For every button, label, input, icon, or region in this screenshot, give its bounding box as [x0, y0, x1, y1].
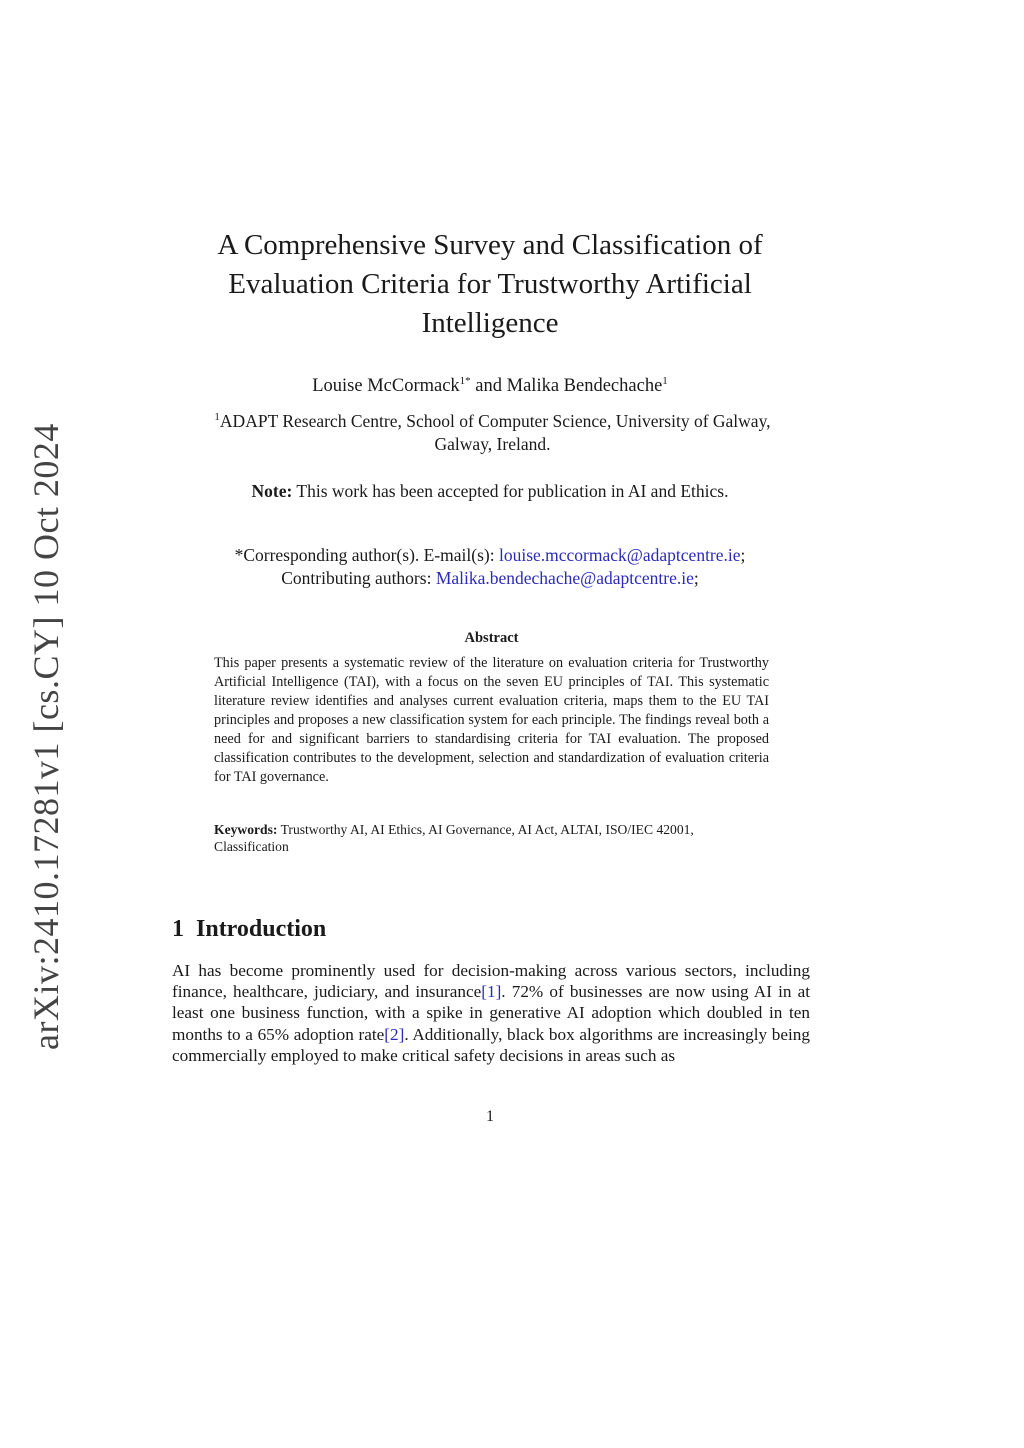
author-connector: and: [475, 376, 503, 396]
arxiv-identifier-stamp: arXiv:2410.17281v1 [cs.CY] 10 Oct 2024: [26, 423, 66, 1050]
abstract-heading: Abstract: [464, 630, 519, 646]
citation-link[interactable]: [2]: [384, 1024, 405, 1044]
author-affiliation-mark: 1: [662, 375, 668, 387]
corresponding-label: *Corresponding author(s). E-mail(s):: [234, 545, 495, 565]
keywords-text: Trustworthy AI, AI Ethics, AI Governance, AI Act, ALTAI, ISO/IEC 42001, Classification: [214, 822, 694, 854]
contributing-label: Contributing authors:: [281, 568, 432, 588]
author-name: Louise McCormack: [312, 376, 460, 396]
correspondence-block: [170, 544, 810, 590]
abstract-text: This paper presents a systematic review of the literature on evaluation criteria for Trustworthy Artificial Intelligence (TAI), with a focus on the seven EU principles of TAI. This systematic literature review identifies and analyses current evaluation criteria, maps them to the EU TAI principles and proposes a new classification system for each principle. The findings reveal both a need for and significant barriers to standardising criteria for TAI evaluation. The proposed classification contributes to the development, selection and standardization of evaluation criteria for TAI governance.: [214, 655, 769, 785]
corresponding-email-link[interactable]: louise.mccormack@adaptcentre.ie: [498, 545, 741, 565]
contributing-email-link[interactable]: Malika.bendechache@adaptcentre.ie: [435, 568, 694, 588]
note-label: Note:: [251, 481, 293, 501]
intro-text: AI has become prominently used for decision-making across various sectors, including finance, healthcare, judiciary, and insurance: [172, 961, 810, 1002]
email-separator: ;: [740, 545, 746, 565]
author-affiliation-mark: 1*: [459, 375, 471, 387]
page-number: 1: [486, 1108, 494, 1125]
keywords-label: Keywords:: [214, 822, 278, 837]
intro-text: . 72% of businesses are now using AI in at least one business function, with a spike in generative AI adoption which doubled in ten months to a 65% adoption rate: [172, 982, 810, 1044]
intro-text: . Additionally, black box algorithms are increasingly being commercially employed to make critical safety decisions in areas such as: [172, 1024, 810, 1065]
keywords: [214, 821, 744, 855]
contributing-line: [170, 567, 810, 590]
paper-title: A Comprehensive Survey and Classification of Evaluation Criteria for Trustworthy Artificial Intelligence: [217, 229, 763, 339]
author-line: [170, 374, 810, 398]
affiliation-text: ADAPT Research Centre, School of Computer Science, University of Galway, Galway, Ireland.: [219, 411, 771, 454]
section-number: 1: [172, 916, 184, 942]
corresponding-line: [170, 544, 810, 567]
introduction-paragraph: [172, 960, 810, 1066]
publication-note: [170, 480, 810, 503]
note-text: This work has been accepted for publication in AI and Ethics.: [296, 481, 729, 501]
section-heading: [172, 916, 326, 943]
author-name: Malika Bendechache: [506, 376, 663, 396]
affiliation: [200, 410, 785, 456]
section-title: Introduction: [196, 916, 327, 942]
email-separator: ;: [693, 568, 699, 588]
citation-link[interactable]: [1]: [481, 982, 502, 1002]
affiliation-mark: 1: [214, 411, 220, 423]
